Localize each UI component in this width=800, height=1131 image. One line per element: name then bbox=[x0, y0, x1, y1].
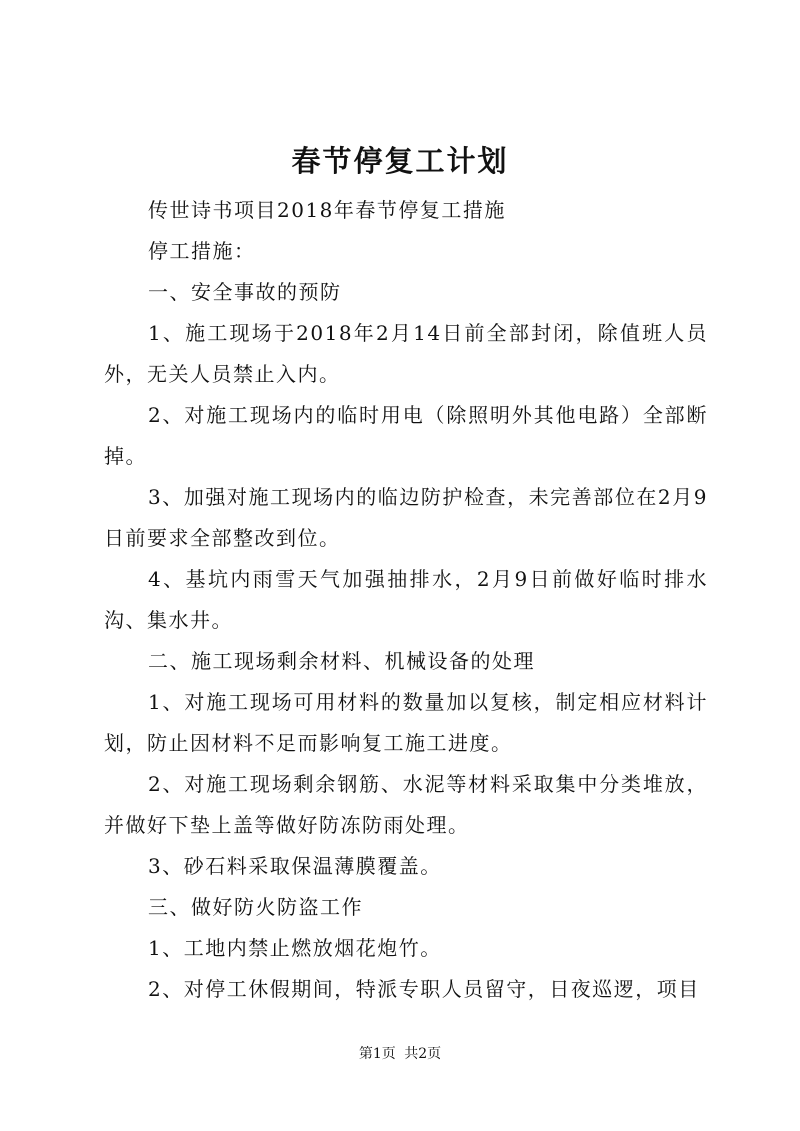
list-item: 3、砂石料采取保温薄膜覆盖。 bbox=[148, 854, 442, 878]
list-item: 3、加强对施工现场内的临边防护检查，未完善部位在2月9日前要求全部整改到位。 bbox=[104, 485, 708, 550]
document-body bbox=[104, 190, 708, 1010]
section-heading-3: 三、做好防火防盗工作 bbox=[148, 895, 363, 919]
page-total: 共2页 bbox=[404, 1046, 442, 1062]
paragraph-stop-measures: 停工措施： bbox=[148, 239, 256, 263]
section-heading-2: 二、施工现场剩余材料、机械设备的处理 bbox=[148, 649, 535, 673]
list-item: 2、对施工现场内的临时用电（除照明外其他电路）全部断掉。 bbox=[104, 403, 708, 468]
list-item: 1、工地内禁止燃放烟花炮竹。 bbox=[148, 936, 442, 960]
page-footer bbox=[0, 1044, 800, 1064]
list-item: 1、对施工现场可用材料的数量加以复核，制定相应材料计划，防止因材料不足而影响复工施工进度。 bbox=[104, 690, 708, 755]
list-item: 1、施工现场于2018年2月14日前全部封闭，除值班人员外，无关人员禁止入内。 bbox=[104, 321, 708, 386]
list-item: 2、对施工现场剩余钢筋、水泥等材料采取集中分类堆放，并做好下垫上盖等做好防冻防雨处理。 bbox=[104, 772, 708, 837]
section-heading-1: 一、安全事故的预防 bbox=[148, 280, 342, 304]
paragraph-project-heading: 传世诗书项目2018年春节停复工措施 bbox=[148, 198, 506, 222]
list-item: 2、对停工休假期间，特派专职人员留守，日夜巡逻，项目 bbox=[148, 977, 700, 1001]
list-item: 4、基坑内雨雪天气加强抽排水，2月9日前做好临时排水沟、集水井。 bbox=[104, 567, 708, 632]
page-number: 第1页 bbox=[358, 1046, 396, 1062]
document-title: 春节停复工计划 bbox=[291, 144, 509, 178]
